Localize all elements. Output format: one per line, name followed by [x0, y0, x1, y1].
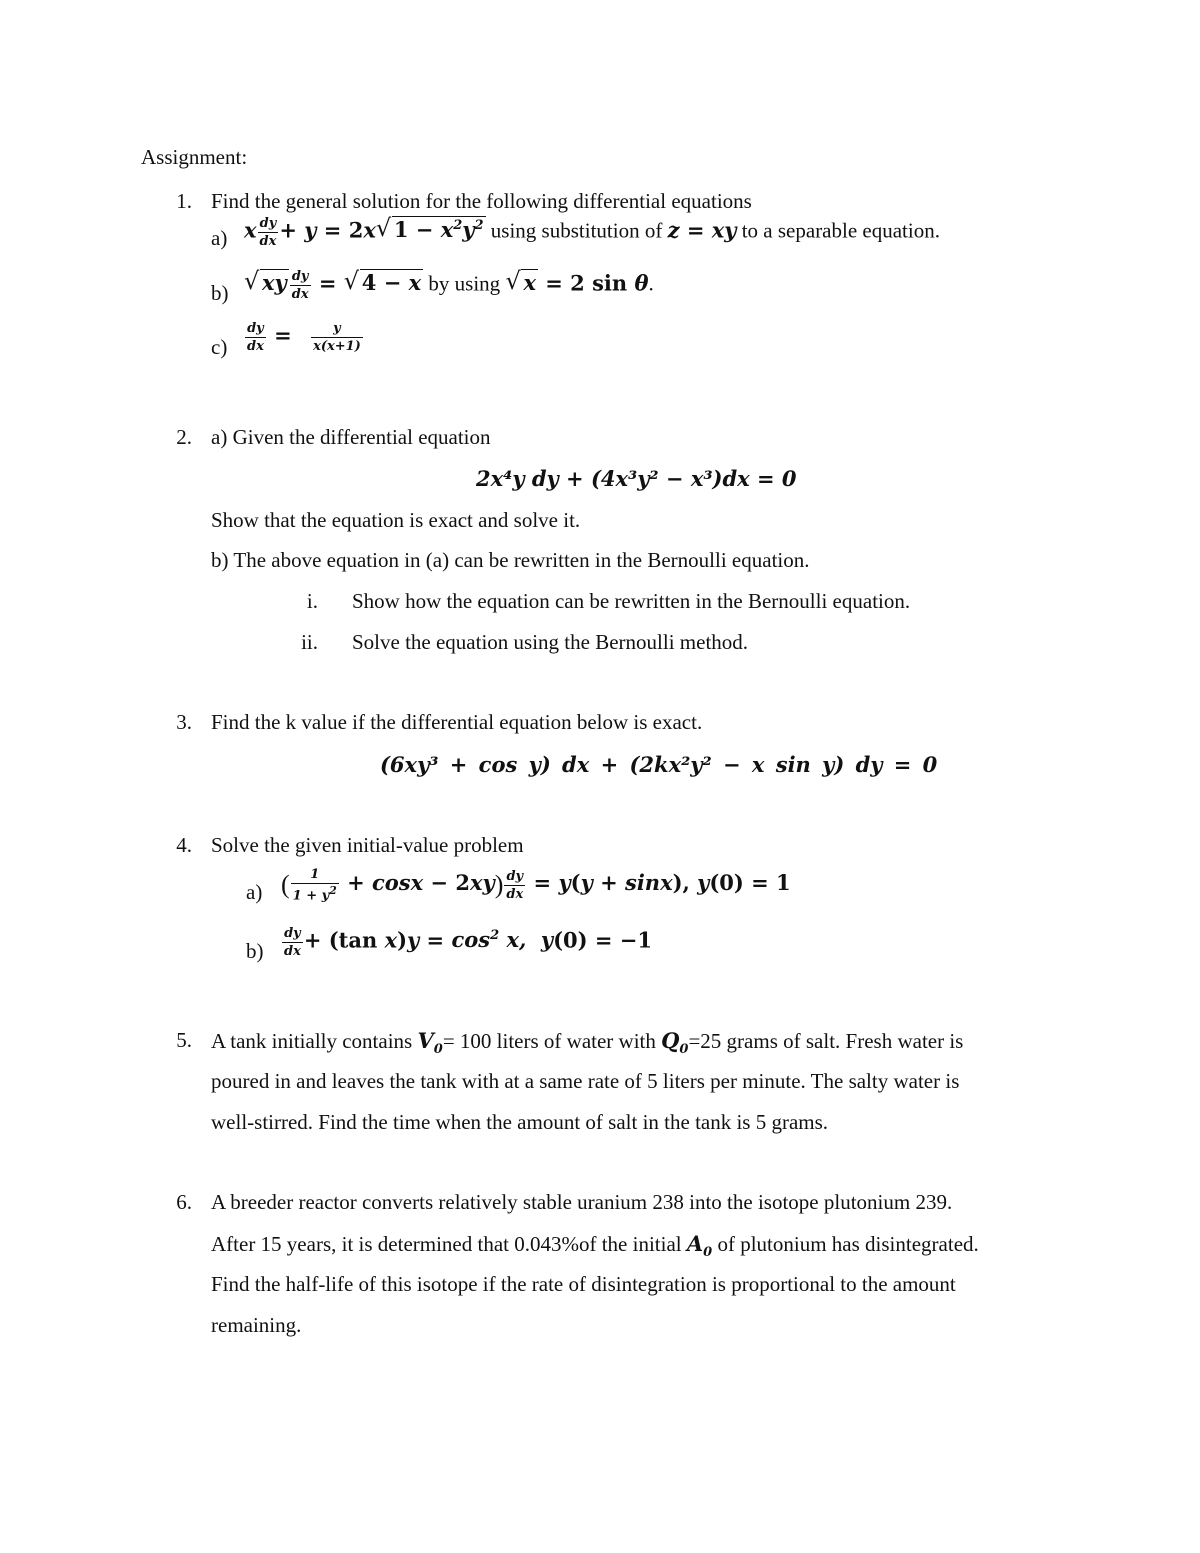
q1b-equation: √ xy $\frac{dy}{dx}$ = √ 4 − x by using √ x = 2 sin θ. [244, 270, 654, 301]
q4a-equation: ( $\frac{1}{1 + y^2}$ + cosx − 2xy) $\frac{dy}{dx}$ = y(y + sinx), y(0) = 1 [281, 867, 791, 904]
q1b-end: . [648, 271, 654, 296]
question-3-text: Find the k value if the differential equation below is exact. [211, 710, 703, 734]
q2b-i-text: Show how the equation can be rewritten in the Bernoulli equation. [352, 589, 911, 613]
question-2a-text: a) Given the differential equation [211, 425, 491, 449]
q1b-text: by using [428, 271, 501, 296]
q1b-label: b) [211, 281, 229, 305]
question-6-number: 6. [176, 1190, 192, 1214]
q2b-ii-text: Solve the equation using the Bernoulli method. [352, 630, 749, 654]
question-3-number: 3. [176, 710, 192, 734]
question-5-number: 5. [176, 1028, 192, 1052]
q5-line-1c: =25 grams of salt. Fresh water is [688, 1029, 964, 1053]
q6-line-2a: After 15 years, it is determined that 0.043%of the initial [211, 1232, 682, 1256]
q6-line-3: Find the half-life of this isotope if the rate of disintegration is proportional to the amount [211, 1272, 956, 1296]
question-2-equation: 2x⁴y dy + (4x³y² − x³)dx = 0 [476, 466, 797, 491]
q4b-label: b) [246, 939, 264, 963]
q5-line-3: well-stirred. Find the time when the amount of salt in the tank is 5 grams. [211, 1110, 829, 1134]
q5-line-1a: A tank initially contains [211, 1029, 413, 1053]
q6-line-2b: of plutonium has disintegrated. [717, 1232, 979, 1256]
question-2-number: 2. [176, 425, 192, 449]
question-2-show: Show that the equation is exact and solve it. [211, 508, 581, 532]
question-4-number: 4. [176, 833, 192, 857]
question-1-text: Find the general solution for the following differential equations [211, 189, 752, 213]
q4b-equation: $\frac{dy}{dx}$ + (tan $x)y = \cos^2 x$, y(0) = −1 [284, 926, 653, 959]
q6-line-1: A breeder reactor converts relatively stable uranium 238 into the isotope plutonium 239. [211, 1190, 953, 1214]
q1a-text: using substitution of [490, 218, 663, 243]
assignment-heading: Assignment: [141, 145, 248, 169]
q6-line-2: After 15 years, it is determined that 0.043%of the initial $A_0$ of plutonium has disintegrated. [211, 1231, 979, 1261]
q5-line-1b: = 100 liters of water with [442, 1029, 656, 1053]
question-2b-text: b) The above equation in (a) can be rewritten in the Bernoulli equation. [211, 548, 810, 572]
question-1-number: 1. [176, 189, 192, 213]
q1c-label: c) [211, 335, 228, 359]
question-3-equation: (6xy³ + cos y) dx + (2kx²y² − x sin y) dy = 0 [380, 752, 938, 777]
q5-line-2: poured in and leaves the tank with at a same rate of 5 liters per minute. The salty water is [211, 1069, 960, 1093]
q5-line-1: A tank initially contains $V_0= 100$ liters of water with $Q_0=25$ grams of salt. Fresh water is [211, 1028, 964, 1058]
q1c-equation: $\frac{dy}{dx}$ = $\frac{y}{x(x+1)}$ [247, 321, 361, 354]
q6-line-4: remaining. [211, 1313, 302, 1337]
question-4-text: Solve the given initial-value problem [211, 833, 524, 857]
q1a-equation: x $\frac{dy}{dx}$ + y = 2x√ $1 - x^2y^2$ using substitution of z = xy to a separable equation. [244, 217, 940, 248]
q1a-label: a) [211, 226, 228, 250]
q4a-label: a) [246, 880, 263, 904]
q2b-i-label: i. [306, 589, 318, 613]
q2b-ii-label: ii. [301, 630, 318, 654]
q1a-text-2: to a separable equation. [741, 218, 940, 243]
